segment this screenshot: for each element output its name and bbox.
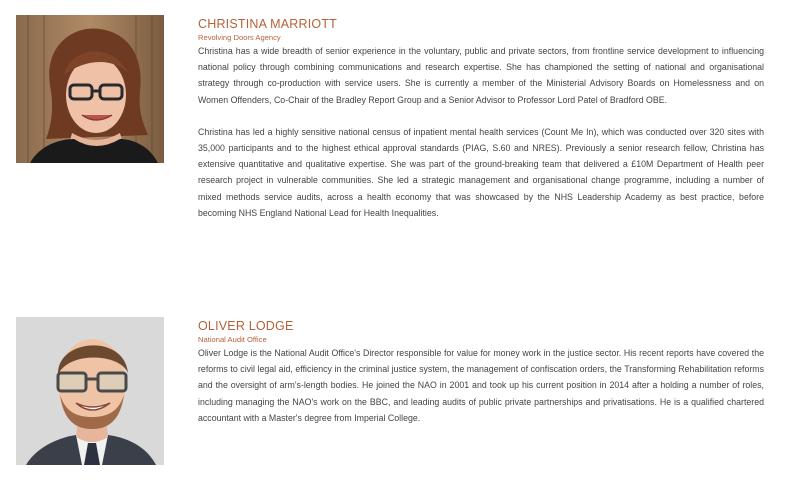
bio-paragraph: Christina has led a highly sensitive national census of inpatient mental health services (Count Me In), which was conducted over 320 sites with 35,000 participants and to the highest ethical approval standards (PIAG, S.60 and NRES). Previously a senior research fellow, Christina has extensive quantitative and qualitative expertise. She was part of the ground-breaking team that delivered a £10M Department of Health peer research project in vulnerable communities. She led a strategic management and organisational change programme, including a number of mixed methods service audits, across a health economy that was showcased by the NHS Leadership Academy as best practice, before becoming NHS England National Lead for Health Inequalities. bbox=[198, 126, 764, 218]
person-organisation: National Audit Office bbox=[198, 335, 267, 344]
profile-photo bbox=[16, 317, 164, 465]
bio-paragraph: Oliver Lodge is the National Audit Office's Director responsible for value for money work in the justice sector. His recent reports have covered the reforms to civil legal aid, efficiency in the criminal justice system, the management of confiscation orders, the Transforming Rehabilitation reforms and the oversight of arm's-length bodies. He joined the NAO in 2001 and took up his current position in 2014 after a holding a number of roles, including managing the NAO's work on the BBC, and leading audits of public private partnerships and privatisations. He is a qualified chartered accountant with a Master's degree from Imperial College. bbox=[198, 348, 764, 423]
person-organisation: Revolving Doors Agency bbox=[198, 33, 281, 42]
profile-info bbox=[198, 16, 764, 221]
bio-paragraph: Christina has a wide breadth of senior experience in the voluntary, public and private sectors, from frontline service development to influencing national policy through combining communications and research expertise. She has championed the setting of national and organisational strategy through co-production with service users. She is currently a member of the Ministerial Advisory Boards on Homelessness and on Women Offenders, Co-Chair of the Bradley Report Group and a Senior Advisor to Professor Lord Patel of Bradford OBE. bbox=[198, 46, 764, 105]
portrait-image bbox=[16, 15, 164, 163]
profile-info bbox=[198, 318, 764, 426]
person-name: OLIVER LODGE bbox=[198, 319, 294, 333]
portrait-image bbox=[16, 317, 164, 465]
profile-photo bbox=[16, 15, 164, 163]
person-name: CHRISTINA MARRIOTT bbox=[198, 17, 338, 31]
